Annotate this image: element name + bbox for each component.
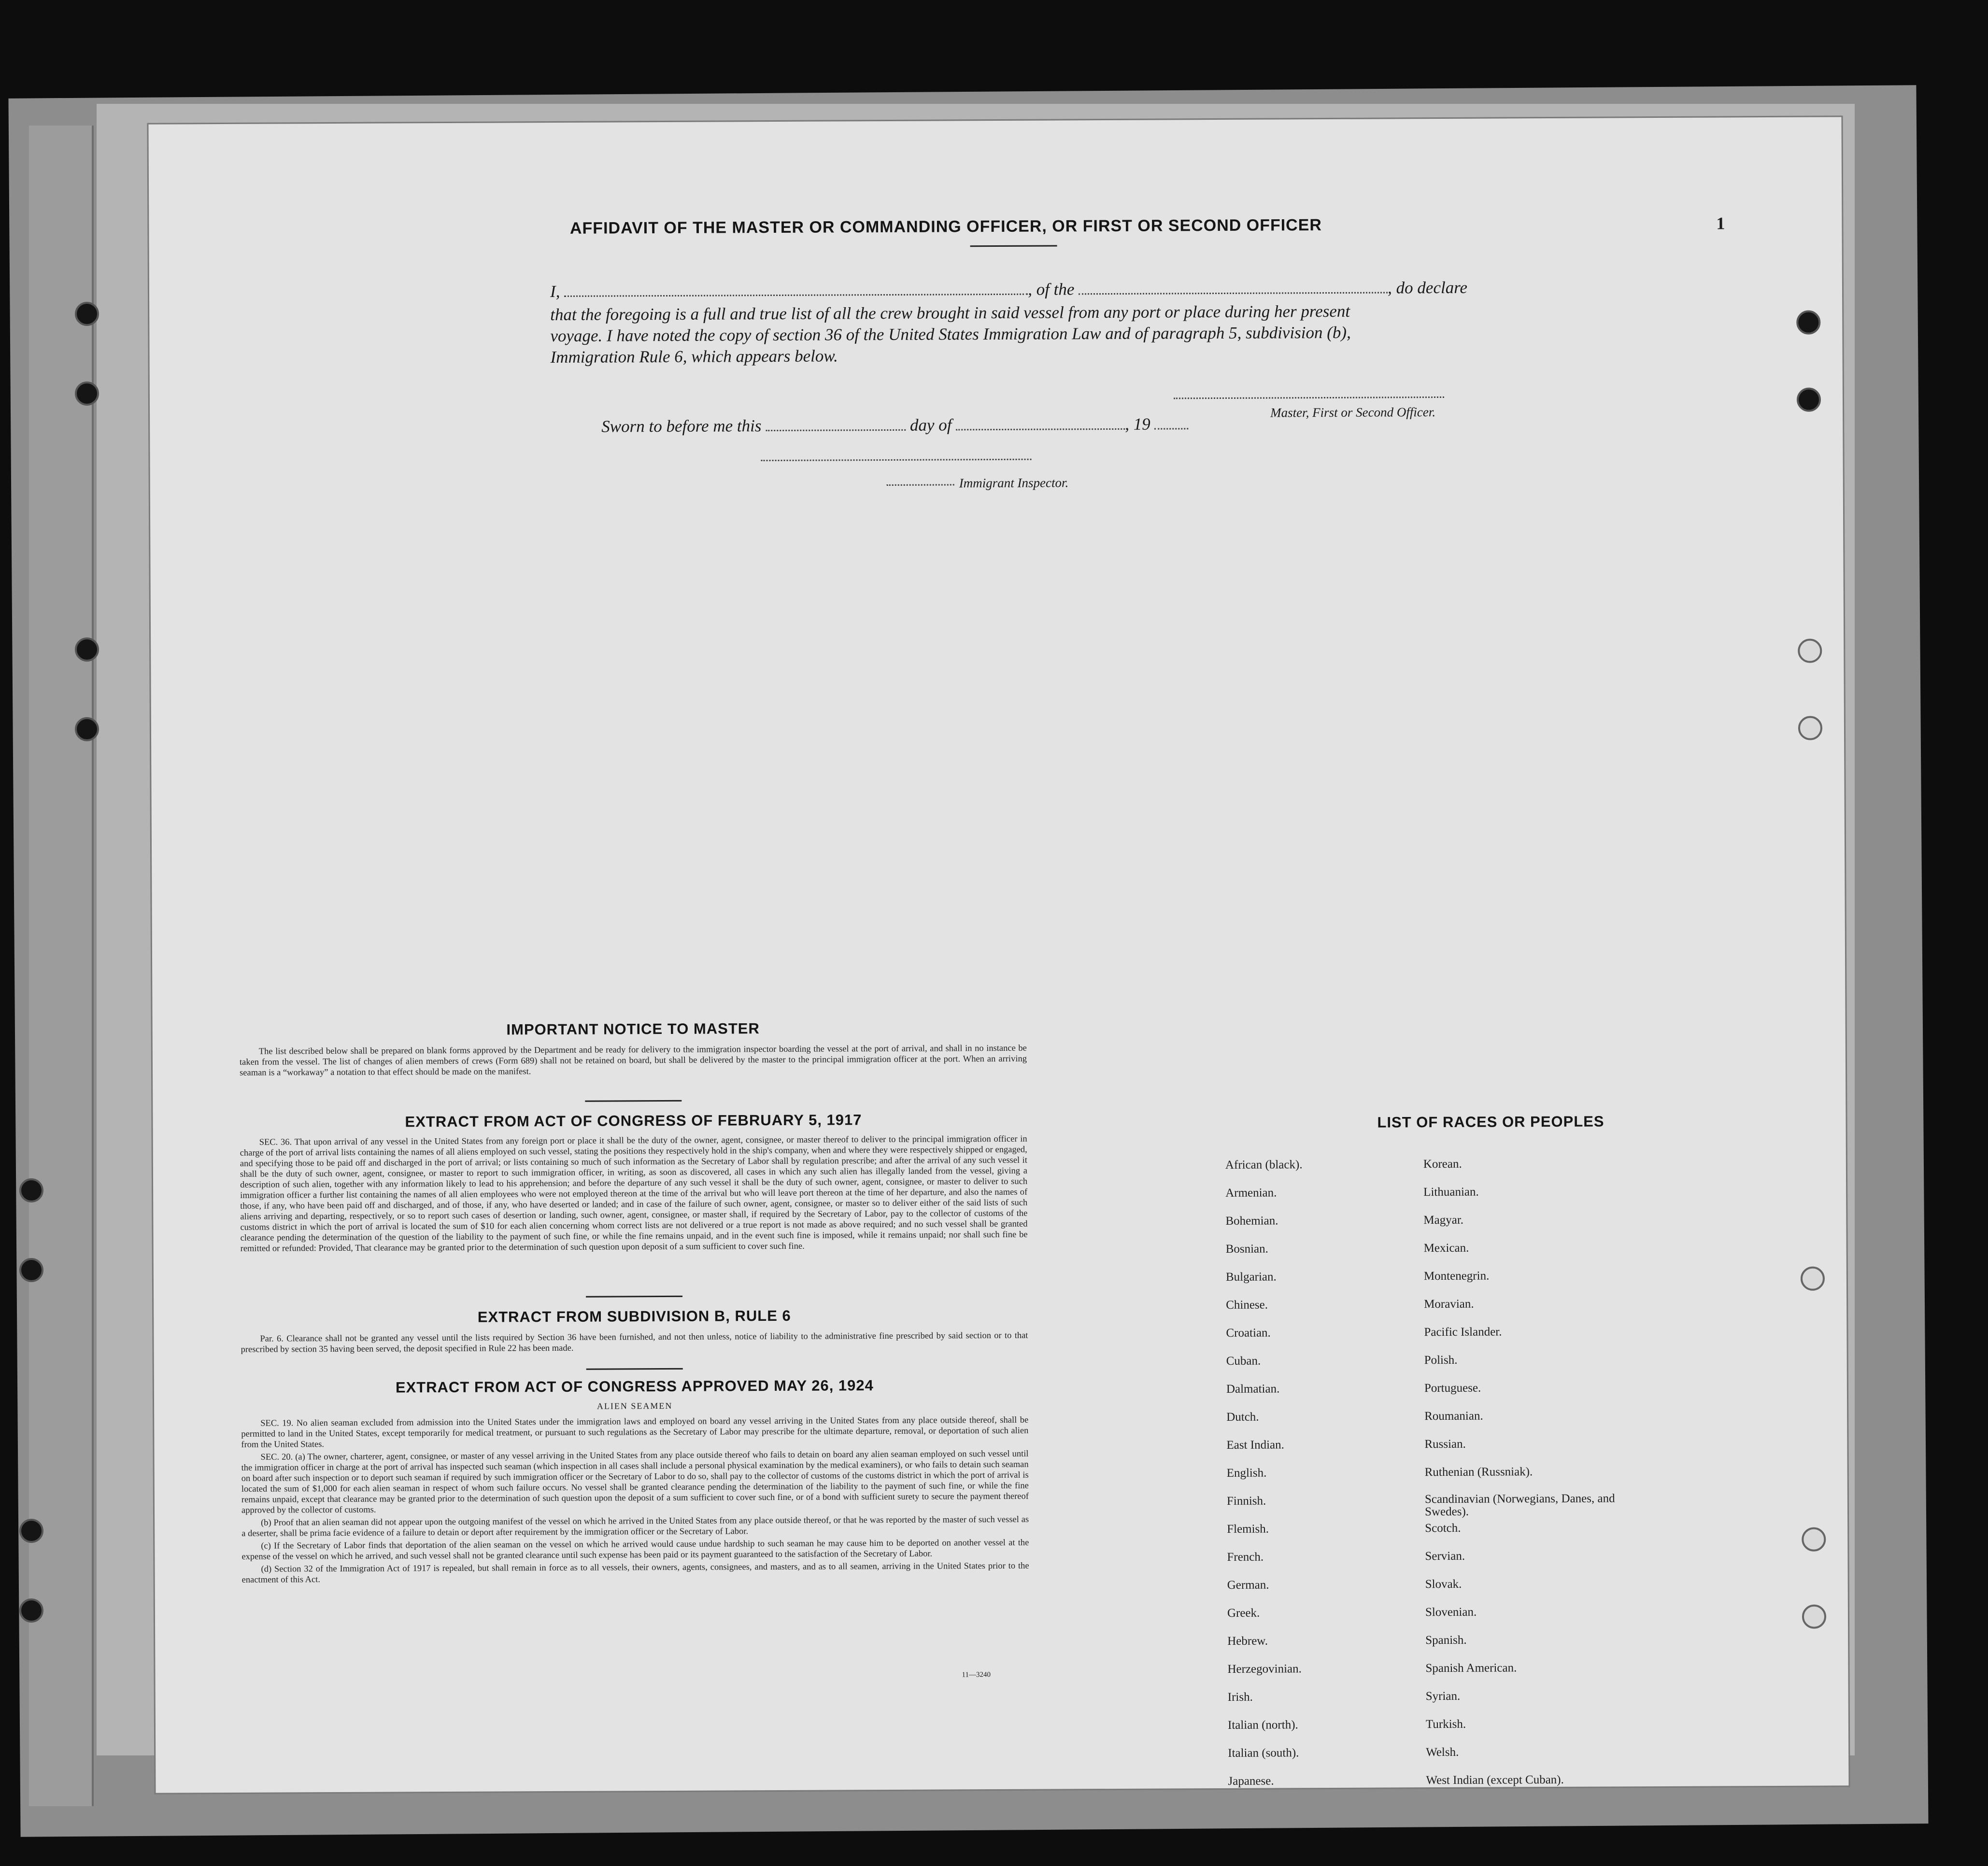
binder-hole bbox=[75, 637, 99, 662]
races-right-column bbox=[1423, 1156, 1639, 1801]
race-item: Roumanian. bbox=[1424, 1409, 1483, 1423]
of-the-label: , of the bbox=[1028, 280, 1075, 299]
extract-rule6-text bbox=[241, 1330, 1028, 1357]
race-item: Flemish. bbox=[1227, 1522, 1269, 1536]
extract-1917-title: EXTRACT FROM ACT OF CONGRESS OF FEBRUARY 5, 1917 bbox=[405, 1111, 862, 1131]
binder-hole bbox=[19, 1598, 43, 1623]
race-item: Polish. bbox=[1424, 1353, 1458, 1367]
race-item: Chinese. bbox=[1226, 1298, 1268, 1312]
vessel-name-field[interactable] bbox=[1079, 278, 1388, 295]
declaration-line bbox=[550, 277, 1642, 301]
race-item: Lithuanian. bbox=[1423, 1185, 1479, 1199]
page-hole bbox=[1797, 388, 1821, 412]
day-of-label: day of bbox=[909, 415, 952, 435]
race-item: Bosnian. bbox=[1225, 1242, 1268, 1256]
race-item: Dutch. bbox=[1226, 1410, 1259, 1424]
race-item: Russian. bbox=[1424, 1437, 1466, 1451]
officer-caption: Master, First or Second Officer. bbox=[1270, 405, 1436, 420]
sworn-prefix: Sworn to before me this bbox=[601, 416, 762, 436]
inspector-caption: Immigrant Inspector. bbox=[959, 475, 1069, 491]
race-item: Turkish. bbox=[1425, 1717, 1466, 1731]
race-item: Italian (south). bbox=[1228, 1746, 1299, 1760]
inspector-signature-line[interactable] bbox=[761, 459, 1032, 461]
extract-1924-title: EXTRACT FROM ACT OF CONGRESS APPROVED MAY 26, 1924 bbox=[395, 1377, 874, 1396]
race-item: Servian. bbox=[1425, 1549, 1465, 1563]
race-item: Dalmatian. bbox=[1226, 1382, 1280, 1396]
affidavit-body-line: Immigration Rule 6, which appears below. bbox=[550, 346, 838, 367]
race-item: Slovak. bbox=[1425, 1577, 1462, 1591]
binder-hole bbox=[19, 1519, 43, 1543]
sworn-date-field[interactable] bbox=[766, 416, 906, 431]
race-item: Bulgarian. bbox=[1225, 1270, 1277, 1284]
race-item: Hebrew. bbox=[1227, 1634, 1268, 1648]
section-divider bbox=[586, 1368, 683, 1370]
sec20a-paragraph: SEC. 20. (a) The owner, charterer, agent, consignee, or master of any vessel arriving in the United States from any place outside thereof who fails to detain on board any alien seaman employed on such vessel until the immigration officer in charge at the port of arrival has inspected such seaman (which inspection in all cases shall include a personal physical examination by the medical examiners), or who fails to detain such seaman on board after such inspection or to deport such seaman if required by such immigration officer or the Secretary of Labor to do so, shall pay to the collector of customs of the customs district in which the port of arrival is located the sum of $1,000 for each alien seaman in respect of whom such failure occurs. No vessel shall be granted clearance pending the determination of the liability to the payment of such fine, or while the fine remains unpaid, except that clearance may be granted prior to the determination of such question upon the deposit of a sum sufficient to cover such fine, or of a bond with sufficient surety to secure the payment thereof approved by the collector of customs. bbox=[241, 1449, 1029, 1515]
page-hole bbox=[1798, 716, 1822, 740]
race-item: Irish. bbox=[1227, 1690, 1253, 1704]
race-item: Korean. bbox=[1423, 1157, 1462, 1171]
race-item: Scotch. bbox=[1425, 1521, 1461, 1535]
sec20b-paragraph: (b) Proof that an alien seaman did not appear upon the outgoing manifest of the vessel on which he arrived in the United States from any place outside thereof, or that he was reported by the master of such vessel as a deserter, shall be prima facie evidence of a failure to detain or deport after requirement by the immigration officer or the Secretary of Labor. bbox=[241, 1514, 1029, 1539]
extract-1917-text bbox=[240, 1134, 1028, 1256]
extract-1924-text bbox=[241, 1415, 1029, 1587]
race-item: Magyar. bbox=[1423, 1213, 1464, 1227]
declarant-name-field[interactable] bbox=[564, 280, 1028, 297]
race-item: Moravian. bbox=[1424, 1297, 1474, 1311]
declare-label: , do declare bbox=[1388, 278, 1468, 297]
notice-text bbox=[240, 1043, 1027, 1080]
race-item: Armenian. bbox=[1225, 1186, 1277, 1200]
race-item: Montenegrin. bbox=[1423, 1269, 1490, 1283]
race-item: French. bbox=[1227, 1550, 1264, 1564]
binder-strip bbox=[29, 126, 94, 1806]
binder-hole bbox=[75, 302, 99, 326]
race-item: Finnish. bbox=[1226, 1494, 1266, 1508]
notice-title: IMPORTANT NOTICE TO MASTER bbox=[506, 1020, 760, 1038]
race-item: Croatian. bbox=[1226, 1326, 1271, 1340]
notice-paragraph: The list described below shall be prepared on blank forms approved by the Department and be ready for delivery to the immigration inspector boarding the vessel at the port of arrival, and shall in no instance be taken from the vessel. The list of changes of alien members of crews (Form 689) shall not be retained on board, but shall be delivered by the master to the principal immigration officer at the port. When an arriving seaman is a “workaway” a notation to that effect should be made on the manifest. bbox=[239, 1043, 1027, 1078]
title-underline bbox=[970, 245, 1057, 247]
page-hole bbox=[1802, 1605, 1826, 1629]
rule6-paragraph: Par. 6. Clearance shall not be granted any vessel until the lists required by Section 36 have been furnished, and not then unless, notice of liability to the administrative fine prescribed by said section or to that prescribed by section 35 having been served, the deposit specified in Rule 22 has been made. bbox=[241, 1330, 1028, 1355]
race-item: English. bbox=[1226, 1466, 1267, 1480]
sec19-paragraph: SEC. 19. No alien seaman excluded from admission into the United States under the immigration laws and employed on board any vessel arriving in the United States from any place outside thereof, shall be permitted to land in the United States, except temporarily for medical treatment, or pursuant to such regulations as the Secretary of Labor may prescribe for the ultimate departure, removal, or deportation of such alien from the United States. bbox=[241, 1415, 1029, 1450]
race-item: East Indian. bbox=[1226, 1438, 1284, 1452]
binder-hole bbox=[19, 1258, 43, 1282]
races-title: LIST OF RACES OR PEOPLES bbox=[1377, 1113, 1605, 1131]
extract-rule6-title: EXTRACT FROM SUBDIVISION B, RULE 6 bbox=[477, 1307, 791, 1326]
page-hole bbox=[1796, 311, 1820, 335]
race-item: Pacific Islander. bbox=[1424, 1325, 1502, 1339]
race-item: Scandinavian (Norwegians, Danes, and Swedes). bbox=[1424, 1492, 1615, 1519]
binder-hole bbox=[75, 382, 99, 406]
page-hole bbox=[1801, 1267, 1825, 1291]
race-item: Ruthenian (Russniak). bbox=[1424, 1465, 1533, 1479]
page-hole bbox=[1802, 1527, 1826, 1552]
officer-signature-line[interactable] bbox=[1174, 396, 1444, 399]
race-item: West Indian (except Cuban). bbox=[1426, 1773, 1564, 1787]
year-label: , 19 bbox=[1125, 414, 1150, 434]
sworn-month-field[interactable] bbox=[956, 415, 1125, 431]
sec36-paragraph: SEC. 36. That upon arrival of any vessel in the United States from any foreign port or place it shall be the duty of the owner, agent, consignee, or master thereof to deliver to the principal immigration officer in charge of the port of arrival lists containing the names of all aliens employed on such vessel, stating the positions they respectively hold in the ship's company, when and where they were respectively shipped or engaged, and specifying those to be paid off and discharged in the port of arrival; or lists containing so much of such information as the Secretary of Labor shall by regulation prescribe; and after the arrival of any such vessel it shall be the duty of such owner, agent, consignee, or master to report to such immigration officer, in writing, as soon as discovered, all cases in which any such alien has illegally landed from the vessel, giving a description of such alien, together with any information likely to lead to his apprehension; and before the departure of any such vessel it shall be the duty of such owner, agent, consignee, or master to deliver to such immigration officer a further list containing the names of all alien employees who were not employed thereon at the time of the arrival but who will leave port thereon at the time of her departure, and also the names of those, if any, who have been paid off and discharged, and of those, if any, who have deserted or landed; and in case of the failure of such owner, agent, consignee, or master so to deliver either of the said lists of such aliens arriving and departing, respectively, or so to report such cases of desertion or landing, such owner, agent, consignee, or master shall, if required by the Secretary of Labor, pay to the collector of customs of the customs district in which the port of arrival is located the sum of $10 for each alien concerning whom correct lists are not delivered or a true report is not made as above required; and no such vessel shall be granted clearance pending the determination of the question of the liability to the payment of such fine, or while the fine remains unpaid, and in the event such fine is imposed, while it remains unpaid; nor shall such fine be remitted or refunded: Provided, That clearance may be granted prior to the determination of such question upon deposit of a sum sufficient to cover such fine. bbox=[240, 1134, 1028, 1254]
page-hole bbox=[1798, 639, 1822, 663]
affidavit-body-line: that the foregoing is a full and true list of all the crew brought in said vessel from any port or place during her present bbox=[550, 301, 1350, 325]
section-divider bbox=[585, 1100, 682, 1102]
declarant-prefix: I, bbox=[550, 282, 560, 301]
race-item: Italian (north). bbox=[1227, 1718, 1298, 1732]
sec20d-paragraph: (d) Section 32 of the Immigration Act of 1917 is repealed, but shall remain in force as to all vessels, their owners, agents, consignees, and masters, and as to all seamen, arriving in the United States prior to the enactment of this Act. bbox=[241, 1561, 1029, 1585]
race-item: Portuguese. bbox=[1424, 1381, 1481, 1395]
manifest-page bbox=[148, 117, 1848, 1793]
binder-hole bbox=[75, 717, 99, 741]
race-item: Cuban. bbox=[1226, 1354, 1261, 1368]
race-item: Spanish American. bbox=[1425, 1661, 1517, 1675]
form-number: 11—3240 bbox=[962, 1671, 991, 1679]
race-item: Slovenian. bbox=[1425, 1605, 1477, 1619]
alien-seamen-subtitle: ALIEN SEAMEN bbox=[596, 1400, 673, 1411]
sec20c-paragraph: (c) If the Secretary of Labor finds that deportation of the alien seaman on the vessel on which he arrived would cause undue hardship to such seaman he may cause him to be deported on another vessel at the expense of the vessel on which he arrived, and such vessel shall not be granted clearance until such expense has been paid or its payment guaranteed to the satisfaction of the Secretary of Labor. bbox=[241, 1538, 1029, 1562]
race-item: Greek. bbox=[1227, 1606, 1260, 1620]
sworn-line bbox=[601, 414, 1188, 436]
race-item: Mexican. bbox=[1423, 1241, 1469, 1255]
race-item: Welsh. bbox=[1426, 1745, 1459, 1759]
race-item: Syrian. bbox=[1425, 1689, 1461, 1703]
race-item: Bohemian. bbox=[1225, 1214, 1278, 1228]
sworn-year-field[interactable] bbox=[1154, 414, 1188, 429]
affidavit-body-line: voyage. I have noted the copy of section 36 of the United States Immigration Law and of paragraph 5, subdivision (b), bbox=[550, 323, 1351, 346]
binder-hole bbox=[19, 1178, 43, 1202]
race-item: Herzegovinian. bbox=[1227, 1662, 1302, 1676]
affidavit-title: AFFIDAVIT OF THE MASTER OR COMMANDING OFFICER, OR FIRST OR SECOND OFFICER bbox=[569, 216, 1322, 238]
race-item: German. bbox=[1227, 1578, 1269, 1592]
race-item: African (black). bbox=[1225, 1158, 1303, 1172]
section-divider bbox=[586, 1296, 682, 1298]
page-mark: 1 bbox=[1716, 213, 1725, 233]
race-item: Spanish. bbox=[1425, 1633, 1467, 1647]
race-item: Japanese. bbox=[1228, 1774, 1274, 1788]
inspector-signature-line-2 bbox=[887, 484, 954, 486]
